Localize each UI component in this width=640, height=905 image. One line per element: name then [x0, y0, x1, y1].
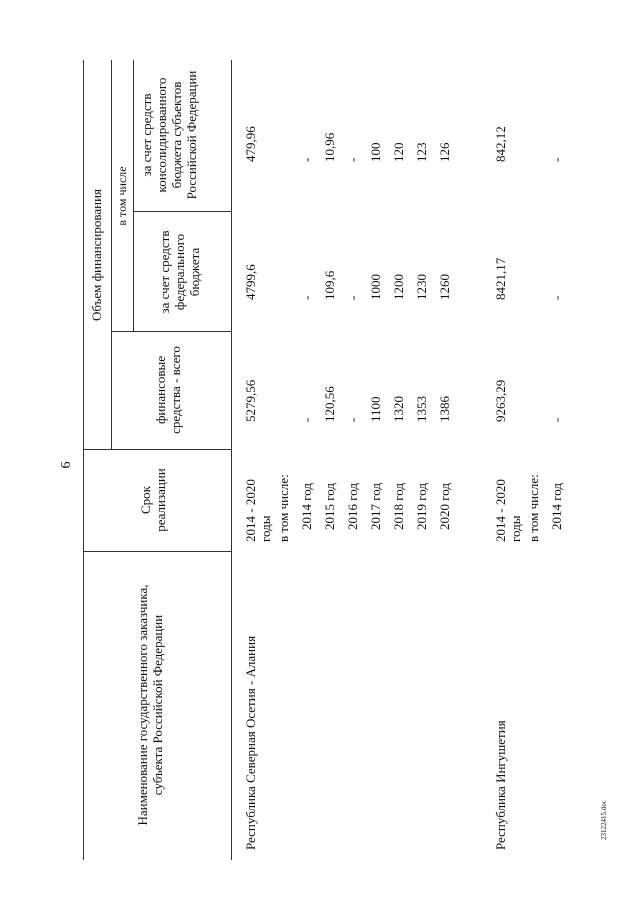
value-total: - — [299, 417, 314, 422]
period-cell: 2019 год — [414, 483, 429, 530]
value-regional: 842,12 — [493, 126, 508, 162]
value-total: 1320 — [391, 396, 406, 422]
value-regional: - — [549, 157, 564, 162]
value-federal: - — [345, 295, 360, 300]
period-cell: 2020 год — [437, 483, 452, 530]
header-federal: за счет средств федерального бюджета — [157, 230, 202, 314]
header-financing: Объем финансирования — [89, 188, 104, 322]
period-cell: 2014 год — [299, 483, 314, 530]
header-divider-financing — [111, 60, 112, 450]
region-name: Республика Ингушетия — [493, 720, 508, 850]
period-cell: 2014 - 2020 годы — [493, 479, 523, 542]
value-regional: 10,96 — [322, 132, 337, 162]
value-total: 1386 — [437, 396, 452, 422]
value-total: - — [549, 417, 564, 422]
region-name: Республика Северная Осетия - Алания — [243, 635, 258, 850]
value-federal: 4799,6 — [243, 264, 258, 300]
header-name: Наименование государственного заказчика, субъекта Российской Федерации — [135, 584, 165, 826]
header-including: в том числе — [115, 166, 129, 226]
header-divider-including — [133, 60, 134, 332]
value-total: 120,56 — [322, 386, 337, 422]
value-total: 1100 — [368, 396, 383, 422]
period-cell: 2015 год — [322, 483, 337, 530]
value-regional: - — [299, 157, 314, 162]
value-total: 9263,29 — [493, 379, 508, 422]
period-cell: 2016 год — [345, 483, 360, 530]
value-regional: 100 — [368, 142, 383, 162]
period-cell: в том числе: — [276, 474, 291, 542]
financing-table — [83, 60, 613, 860]
value-total: - — [345, 417, 360, 422]
value-regional: 123 — [414, 142, 429, 162]
value-federal: 1260 — [437, 274, 452, 300]
header-divider-term-fin — [83, 449, 231, 450]
value-total: 5279,56 — [243, 379, 258, 422]
value-federal: - — [299, 295, 314, 300]
header-regional: за счет средств консолидированного бюджета субъектов Российской Федерации — [139, 70, 199, 200]
table-border-header-bottom — [231, 60, 232, 860]
page-number: 6 — [59, 461, 74, 469]
value-federal: 1000 — [368, 274, 383, 300]
value-federal: - — [549, 295, 564, 300]
value-federal: 1230 — [414, 274, 429, 300]
header-divider-fed-reg — [133, 211, 231, 212]
period-cell: в том числе: — [526, 474, 541, 542]
header-total: финансовые средства - всего — [153, 346, 183, 434]
value-total: 1353 — [414, 396, 429, 422]
period-cell: 2017 год — [368, 483, 383, 530]
value-regional: - — [345, 157, 360, 162]
period-cell: 2014 год — [549, 483, 564, 530]
table-border-top — [83, 60, 84, 860]
period-cell: 2018 год — [391, 483, 406, 530]
value-regional: 479,96 — [243, 126, 258, 162]
value-federal: 109,6 — [322, 270, 337, 300]
header-term: Срок реализации — [138, 468, 168, 532]
period-cell: 2014 - 2020 годы — [243, 479, 273, 542]
value-regional: 120 — [391, 142, 406, 162]
value-federal: 1200 — [391, 274, 406, 300]
value-regional: 126 — [437, 142, 452, 162]
value-federal: 8421,17 — [493, 257, 508, 300]
header-divider-name-term — [83, 551, 231, 552]
file-name: 23122415.doc — [600, 800, 608, 840]
